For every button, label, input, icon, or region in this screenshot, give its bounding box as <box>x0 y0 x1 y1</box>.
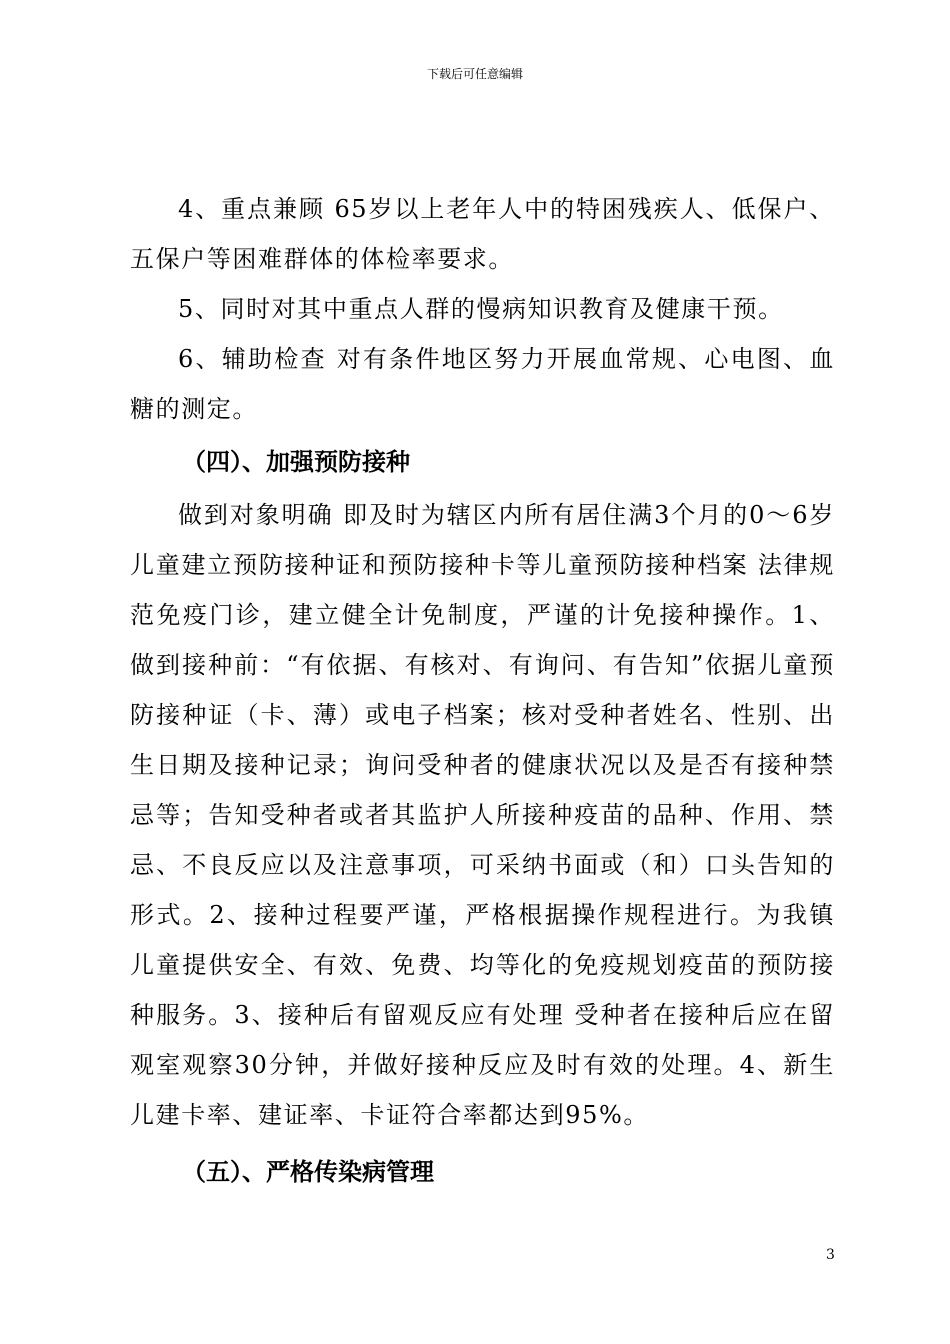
paragraph-item-5: 5、同时对其中重点人群的慢病知识教育及健康干预。 <box>178 295 784 323</box>
header-note: 下载后可任意编辑 <box>426 67 523 81</box>
paragraph-item-4: 4、重点兼顾 65岁以上老年人中的特困残疾人、低保户、五保户等困难群体的体检率要求。 <box>130 195 835 273</box>
section-heading-5: （五）、严格传染病管理 <box>182 1158 434 1186</box>
paragraph-vaccination: 做到对象明确 即及时为辖区内所有居住满3个月的0～6岁儿童建立预防接种证和预防接种卡等儿童预防接种档案 法律规范免疫门诊，建立健全计免制度，严谨的计免接种操作。1、做到接种前：“有依据、有核对、有询问、有告知”依据儿童预防接种证（卡、薄）或电子档案；核对受种者姓名、性别、出生日期及接种记录；询问受种者的健康状况以及是否有接种禁忌等；告知受种者或者其监护人所接种疫苗的品种、作用、禁忌、不良反应以及注意事项，可采纳书面或（和）口头告知的形式。2、接种过程要严谨，严格根据操作规程进行。为我镇儿童提供安全、有效、免费、均等化的免疫规划疫苗的预防接种服务。3、接种后有留观反应有处理 受种者在接种后应在留观室观察30分钟，并做好接种反应及时有效的处理。4、新生儿建卡率、建证率、卡证符合率都达到95%。 <box>130 501 835 1129</box>
document-body <box>130 184 835 1200</box>
page-number: 3 <box>826 1247 835 1263</box>
section-heading-4: （四）、加强预防接种 <box>182 448 410 476</box>
paragraph-item-6: 6、辅助检查 对有条件地区努力开展血常规、心电图、血糖的测定。 <box>130 345 835 423</box>
